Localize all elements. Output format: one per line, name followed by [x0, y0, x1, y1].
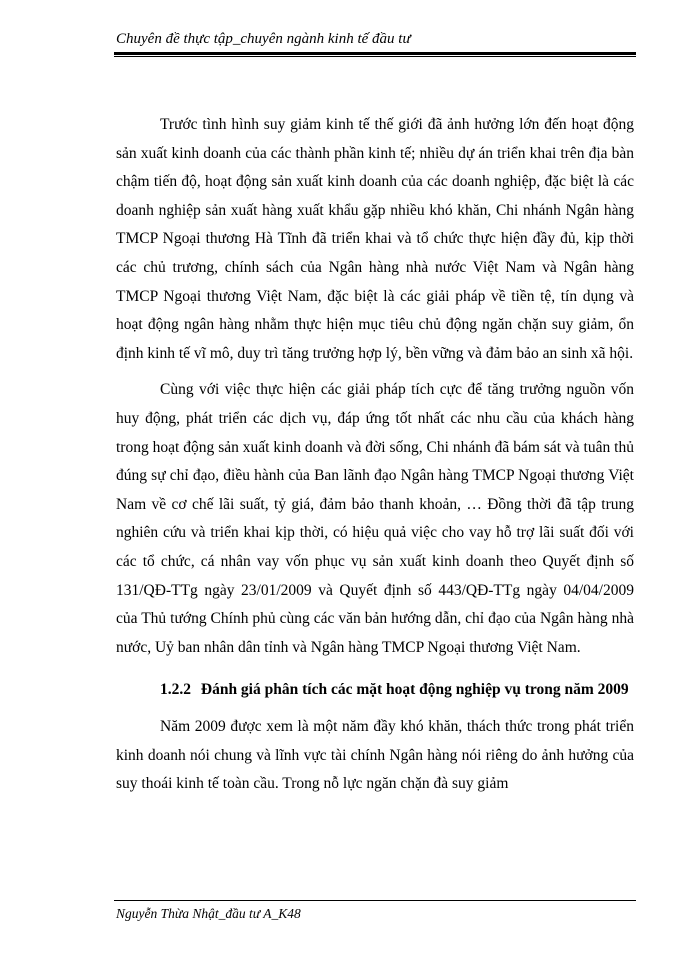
header-divider [114, 52, 636, 57]
body-paragraph-2: Cùng với việc thực hiện các giải pháp tích cực để tăng trưởng nguồn vốn huy động, phát triển các dịch vụ, đáp ứng tốt nhất các nhu cầu của khách hàng trong hoạt động sản xuất kinh doanh và đời sống, Chi nhánh đã bám sát và tuân thủ đúng sự chỉ đạo, điều hành của Ban lãnh đạo Ngân hàng TMCP Ngoại thương Việt Nam về cơ chế lãi suất, tỷ giá, đảm bảo thanh khoản, … Đồng thời đã tập trung nghiên cứu và triển khai kịp thời, có hiệu quả việc cho vay hỗ trợ lãi suất đối với các tổ chức, cá nhân vay vốn phục vụ sản xuất kinh doanh theo Quyết định số 131/QĐ-TTg ngày 23/01/2009 và Quyết định số 443/QĐ-TTg ngày 04/04/2009 của Thủ tướng Chính phủ cùng các văn bản hướng dẫn, chỉ đạo của Ngân hàng nhà nước, Uỷ ban nhân dân tỉnh và Ngân hàng TMCP Ngoại thương Việt Nam. [116, 381, 634, 656]
section-title: Đánh giá phân tích các mặt hoạt động nghiệp vụ trong năm 2009 [200, 681, 629, 699]
section-heading [116, 676, 634, 703]
document-body [116, 111, 634, 807]
section-number: 1.2.2 [160, 681, 191, 699]
footer-divider [114, 900, 636, 901]
body-paragraph-1: Trước tình hình suy giảm kinh tế thế giới đã ảnh hưởng lớn đến hoạt động sản xuất kinh doanh của các thành phần kinh tế; nhiều dự án triển khai trên địa bàn chậm tiến độ, hoạt động sản xuất kinh doanh của các doanh nghiệp, đặc biệt là các doanh nghiệp sản xuất hàng xuất khẩu gặp nhiều khó khăn, Chi nhánh Ngân hàng TMCP Ngoại thương Hà Tĩnh đã triển khai và tổ chức thực hiện đầy đủ, kịp thời các chủ trương, chính sách của Ngân hàng nhà nước Việt Nam và Ngân hàng TMCP Ngoại thương Việt Nam, đặc biệt là các giải pháp về tiền tệ, tín dụng và hoạt động ngân hàng nhằm thực hiện mục tiêu chủ động ngăn chặn suy giảm, ổn định kinh tế vĩ mô, duy trì tăng trưởng hợp lý, bền vững và đảm bảo an sinh xã hội. [116, 116, 634, 362]
body-paragraph-3: Năm 2009 được xem là một năm đầy khó khăn, thách thức trong phát triển kinh doanh nói chung và lĩnh vực tài chính Ngân hàng nói riêng do ảnh hưởng của suy thoái kinh tế toàn cầu. Trong nỗ lực ngăn chặn đà suy giảm [116, 718, 634, 793]
page-footer: Nguyễn Thừa Nhật_đầu tư A_K48 [116, 906, 301, 921]
page-header: Chuyên đề thực tập_chuyên ngành kinh tế đầu tư [116, 31, 411, 47]
